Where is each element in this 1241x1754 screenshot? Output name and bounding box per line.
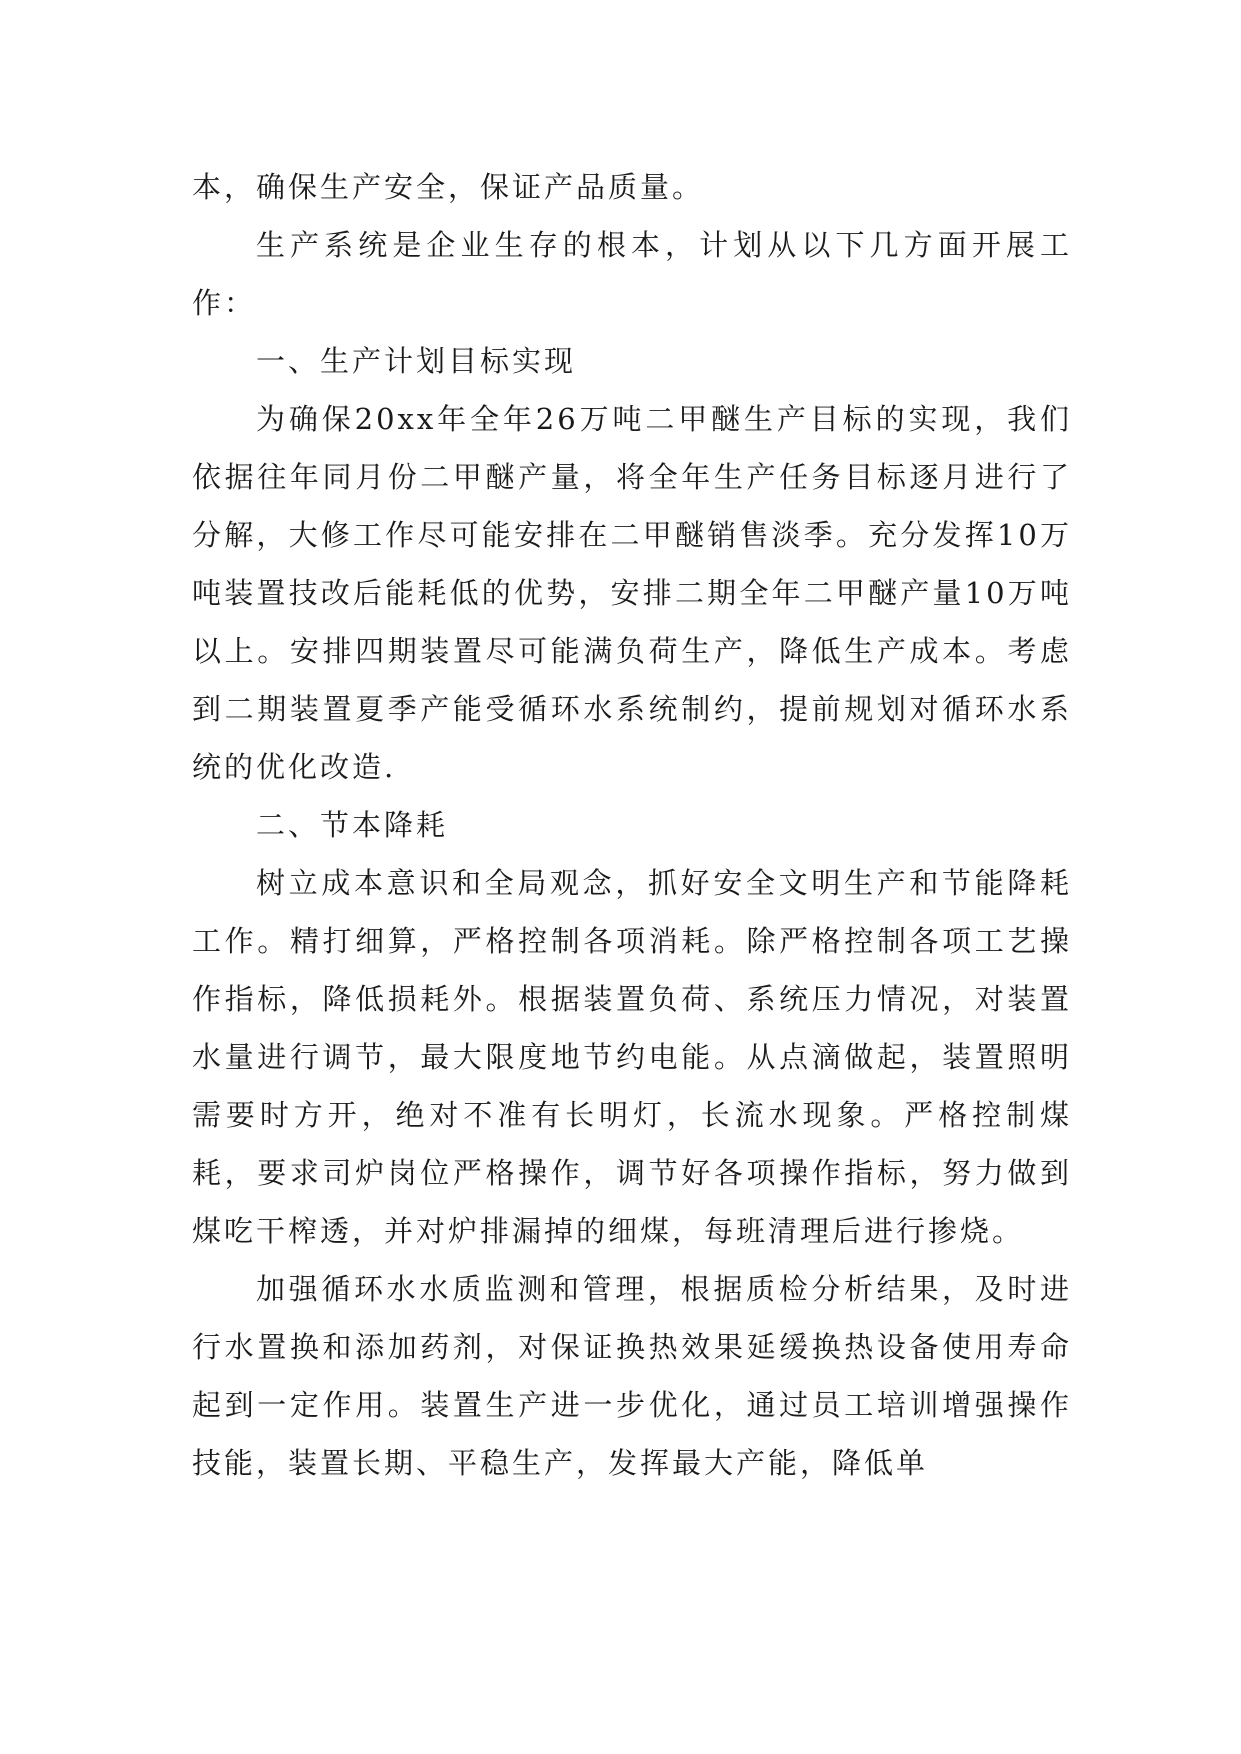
paragraph-water-management: 加强循环水水质监测和管理，根据质检分析结果，及时进行水置换和添加药剂，对保证换热效果延缓换热设备使用寿命起到一定作用。装置生产进一步优化，通过员工培训增强操作技能，装置长期、平稳生产，发挥最大产能，降低单 bbox=[192, 1272, 1072, 1480]
paragraph-continuation: 本，确保生产安全，保证产品质量。 bbox=[192, 170, 705, 204]
section-heading-2: 二、节本降耗 bbox=[256, 808, 449, 842]
paragraph-cost-saving: 树立成本意识和全局观念，抓好安全文明生产和节能降耗工作。精打细算，严格控制各项消耗。除严格控制各项工艺操作指标，降低损耗外。根据装置负荷、系统压力情况，对装置水量进行调节，最大限度地节约电能。从点滴做起，装置照明需要时方开，绝对不准有长明灯，长流水现象。严格控制煤耗，要求司炉岗位严格操作，调节好各项操作指标，努力做到煤吃干榨透，并对炉排漏掉的细煤，每班清理后进行掺烧。 bbox=[192, 866, 1072, 1248]
paragraph-intro: 生产系统是企业生存的根本，计划从以下几方面开展工作： bbox=[192, 228, 1072, 320]
section-heading-1: 一、生产计划目标实现 bbox=[256, 344, 577, 378]
document-body bbox=[192, 158, 1072, 1492]
paragraph-production-plan: 为确保20xx年全年26万吨二甲醚生产目标的实现，我们依据往年同月份二甲醚产量，将全年生产任务目标逐月进行了分解，大修工作尽可能安排在二甲醚销售淡季。充分发挥10万吨装置技改后能耗低的优势，安排二期全年二甲醚产量10万吨以上。安排四期装置尽可能满负荷生产，降低生产成本。考虑到二期装置夏季产能受循环水系统制约，提前规划对循环水系统的优化改造. bbox=[192, 402, 1072, 784]
